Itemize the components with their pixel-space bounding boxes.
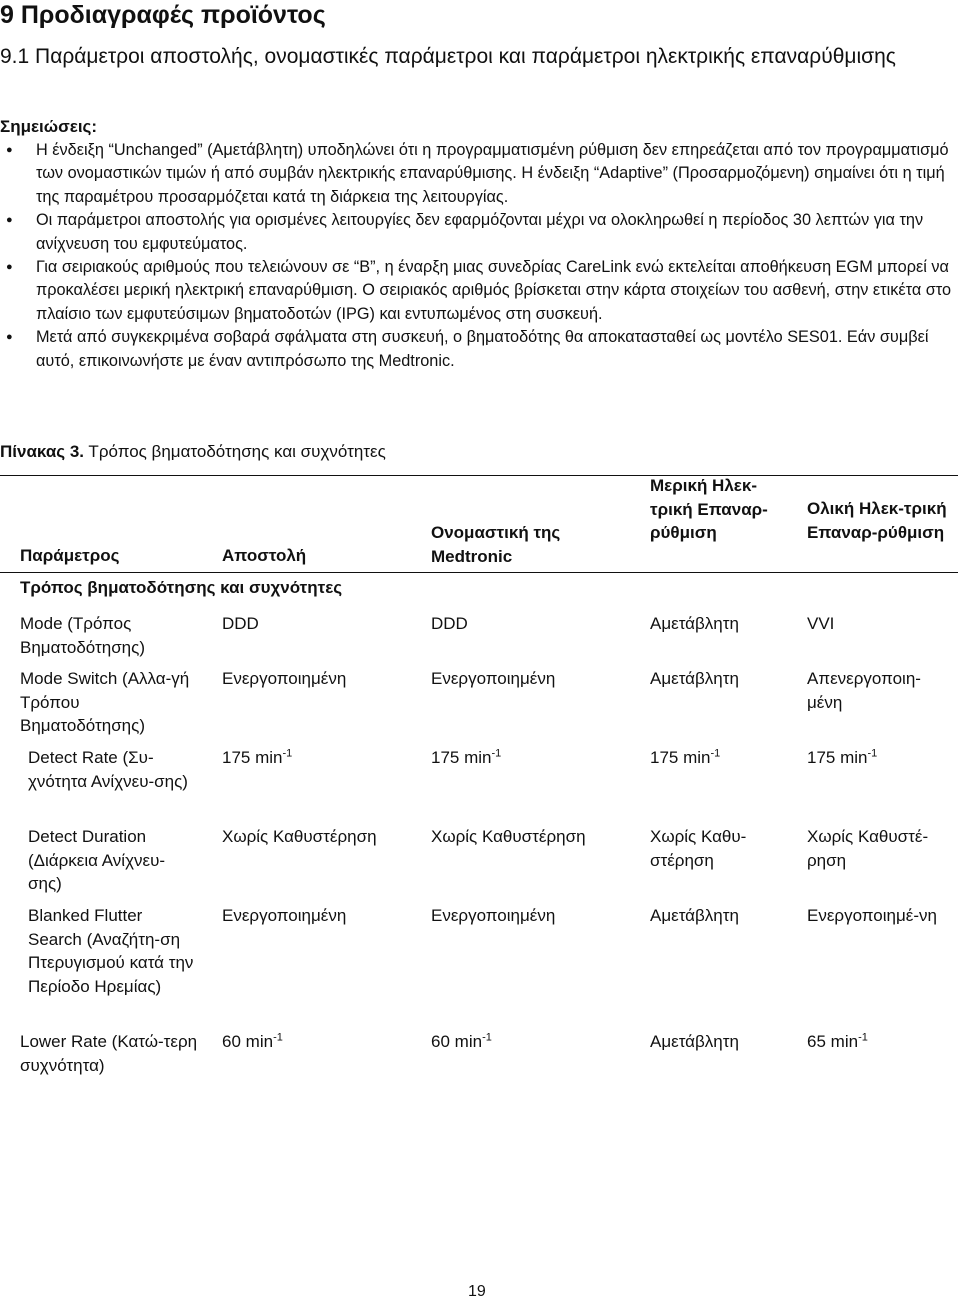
cell-nominal: DDD (431, 614, 468, 633)
cell-nominal (431, 1030, 492, 1054)
rate-value: 175 (431, 748, 460, 767)
header-parameter: Παράμετρος (20, 546, 120, 565)
rate-unit-exponent: -1 (273, 1031, 283, 1044)
rate-unit-exponent: -1 (710, 747, 721, 760)
cell-param: Blanked Flutter Search (Αναζήτη-ση Πτερυγισμού κατά την Περίοδο Ηρεμίας) (28, 906, 194, 996)
cell-nominal: Χωρίς Καθυστέρηση (431, 827, 586, 846)
notes-list (0, 139, 958, 373)
rate-value: 175 (222, 748, 251, 767)
cell-full-reset: Χωρίς Καθυστέ-ρηση (807, 827, 929, 870)
cell-shipping: DDD (222, 614, 259, 633)
cell-shipping (222, 1030, 283, 1054)
table-top-rule (0, 475, 958, 476)
note-item: ● Οι παράμετροι αποστολής για ορισμένες λειτουργίες δεν εφαρμόζονται μέχρι να ολοκληρωθεί η περίοδος 30 λεπτών για την ανίχνευση του εμφυτεύματος. (0, 209, 958, 256)
cell-partial-reset: Αμετάβλητη (650, 669, 739, 688)
table-header-rule (0, 572, 958, 573)
rate-value: 60 (222, 1032, 241, 1051)
rate-value: 60 (431, 1032, 450, 1051)
rate-value: 175 (807, 748, 836, 767)
table-section-title: Τρόπος βηματοδότησης και συχνότητες (20, 578, 343, 597)
table-caption-label: Πίνακας 3. (0, 442, 85, 461)
page-heading: 9 Προδιαγραφές προϊόντος (0, 1, 326, 29)
cell-shipping (222, 746, 292, 770)
header-shipping: Αποστολή (222, 546, 307, 565)
cell-shipping: Χωρίς Καθυστέρηση (222, 827, 377, 846)
rate-unit: min (454, 1032, 483, 1051)
rate-unit: min (255, 748, 283, 767)
cell-nominal: Ενεργοποιημένη (431, 669, 556, 688)
cell-nominal (431, 746, 501, 770)
cell-nominal: Ενεργοποιημένη (431, 906, 556, 925)
cell-partial-reset: Αμετάβλητη (650, 1032, 739, 1051)
cell-full-reset (807, 746, 877, 770)
note-item: ● Μετά από συγκεκριμένα σοβαρά σφάλματα στη συσκευή, ο βηματοδότης θα αποκατασταθεί ως μοντέλο SES01. Εάν συμβεί αυτό, επικοινωνήστε με έναν αντιπρόσωπο της Medtronic. (0, 326, 958, 373)
section-subheading: 9.1 Παράμετροι αποστολής, ονομαστικές παράμετροι και παράμετροι ηλεκτρικής επαναρύθμισης (0, 45, 896, 68)
rate-unit: min (464, 748, 492, 767)
cell-full-reset: Απενεργοποιη-μένη (807, 669, 921, 712)
table-caption (0, 442, 386, 462)
cell-full-reset: VVI (807, 614, 835, 633)
rate-unit-exponent: -1 (491, 747, 502, 760)
rate-unit-exponent: -1 (482, 1031, 492, 1044)
page-number: 19 (468, 1283, 486, 1300)
rate-value: 175 (650, 748, 679, 767)
rate-unit-exponent: -1 (858, 1031, 868, 1044)
cell-param: Detect Rate (Συ-χνότητα Ανίχνευ-σης) (28, 748, 188, 791)
cell-shipping: Ενεργοποιημένη (222, 669, 347, 688)
cell-full-reset: Ενεργοποιημέ-νη (807, 906, 937, 925)
cell-param: Mode (Τρόπος Βηματοδότησης) (20, 614, 145, 657)
note-item: ● Η ένδειξη “Unchanged” (Αμετάβλητη) υποδηλώνει ότι η προγραμματισμένη ρύθμιση δεν επηρεάζεται από τον προγραμματισμό των ονομαστικών τιμών ή από συμβάν ηλεκτρικής επαναρύθμισης. Η ένδειξη “Adaptive” (Προσαρμοζόμενη) σημαίνει ότι η τιμή της παραμέτρου προσαρμόζεται κατά τη διάρκεια της λειτουργίας. (0, 139, 958, 209)
rate-unit: min (245, 1032, 274, 1051)
cell-full-reset (807, 1030, 868, 1054)
cell-partial-reset: Αμετάβλητη (650, 906, 739, 925)
cell-partial-reset (650, 746, 720, 770)
rate-value: 65 (807, 1032, 826, 1051)
note-item: ● Για σειριακούς αριθμούς που τελειώνουν σε “B”, η έναρξη μιας συνεδρίας CareLink ενώ εκτελείται αποθήκευση EGM μπορεί να προκαλέσει μερική ηλεκτρική επαναρύθμιση. Ο σειριακός αριθμός βρίσκεται στην κάρτα στοιχείων του ασθενή, στην ετικέτα στο πλαίσιο των εμφυτεύσιμων βηματοδοτών (IPG) και εντυπωμένος στη συσκευή. (0, 256, 958, 326)
notes-title: Σημειώσεις: (0, 117, 98, 136)
cell-param: Detect Duration (Διάρκεια Ανίχνευ-σης) (28, 827, 166, 893)
rate-unit: min (840, 748, 868, 767)
rate-unit: min (830, 1032, 859, 1051)
cell-shipping: Ενεργοποιημένη (222, 906, 347, 925)
cell-param: Mode Switch (Αλλα-γή Τρόπου Βηματοδότησης) (20, 669, 190, 735)
header-full-reset: Ολική Ηλεκ-τρική Επαναρ-ρύθμιση (807, 499, 947, 542)
cell-param: Lower Rate (Κατώ-τερη συχνότητα) (20, 1032, 198, 1075)
rate-unit-exponent: -1 (867, 747, 878, 760)
cell-partial-reset: Αμετάβλητη (650, 614, 739, 633)
table-caption-text: Τρόπος βηματοδότησης και συχνότητες (84, 442, 386, 461)
header-nominal: Ονομαστική της Medtronic (431, 523, 561, 566)
header-partial-reset: Μερική Ηλεκ-τρική Επαναρ-ρύθμιση (650, 476, 768, 542)
rate-unit: min (683, 748, 711, 767)
rate-unit-exponent: -1 (282, 747, 293, 760)
cell-partial-reset: Χωρίς Καθυ-στέρηση (650, 827, 747, 870)
